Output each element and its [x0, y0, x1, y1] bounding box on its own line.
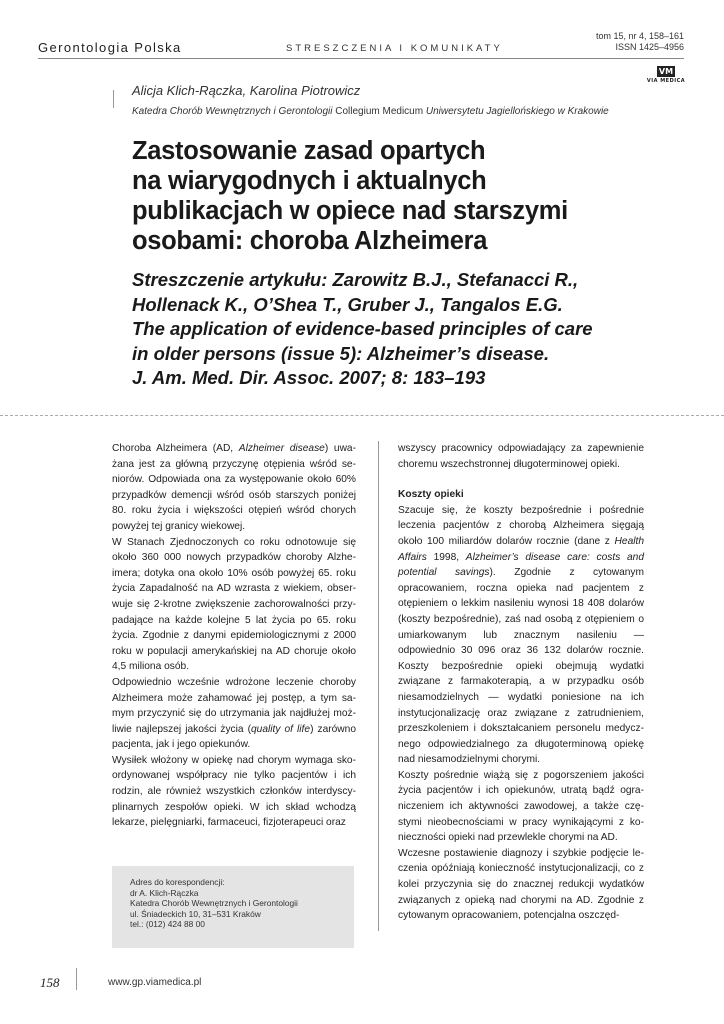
subtitle-line: Streszczenie artykułu: Zarowitz B.J., Stefanacci R., [132, 269, 579, 290]
address-dept: Katedra Chorób Wewnętrznych i Gerontologii [130, 898, 298, 909]
volume-issue: tom 15, nr 4, 158–161 [595, 31, 684, 41]
volume-info [564, 31, 684, 53]
subtitle-line: J. Am. Med. Dir. Assoc. 2007; 8: 183–193 [132, 367, 486, 388]
body-column-left [112, 441, 356, 831]
subtitle-line: The application of evidence-based principles of care [132, 318, 593, 339]
emphasis: Alzheimer disease [238, 443, 325, 454]
paragraph [112, 441, 356, 535]
text-run: ). Zgodnie z cytowanym opracowaniem, roczna opieka nad pacjentem z otępieniem o lekkim nasileniu wynosi 18 408 dolarów (koszty bezpośrednie), zaś nad osobą z otępieniem o umiarkowanym lub znacznym nasileniu — odpowiednio 30 096 oraz 36 132 dolarów rocznie. Koszty bezpośrednie opieki obejmują wydatki związane z farmakoterapią, a w przypadku osób niesamodzielnych — wydatki poniesione na ich instytucjonalizację oraz związane z zatrudnieniem, przeszkoleniem i dokształcaniem personelu medycznego odpowiedzialnego za długoterminową opiekę nad niesamodzielnymi chorymi. [398, 567, 645, 766]
section-label: STRESZCZENIA I KOMUNIKATY [286, 43, 503, 54]
paragraph: wszyscy pracownicy odpowiadający za zapewnienie choremu wszechstronnej długoterminowej opieki. [398, 443, 644, 470]
paragraph: Wysiłek włożony w opiekę nad chorym wymaga skoordynowanej współpracy nie tylko pacjentów i ich rodzin, ale również wszystkich członków interdyscyplinarnych zespołów opieki. W ich skład wchodzą lekarze, pielęgniarki, farmaceuci, fizjoterapeuci oraz [112, 754, 356, 829]
subtitle-line: Hollenack K., O’Shea T., Gruber J., Tangalos E.G. [132, 293, 563, 315]
text-run: Choroba Alzheimera (AD, [112, 443, 239, 454]
affiliation [132, 106, 609, 117]
text-run: Szacuje się, że koszty bezpośrednie i pośrednie leczenia pacjentów z chorobą Alzheimera sięgają około 100 miliardów dolarów rocznie (dane z [398, 504, 644, 547]
logo-text: VIA MEDICA [646, 78, 686, 84]
author-rule [113, 90, 114, 108]
journal-url[interactable]: www.gp.viamedica.pl [108, 977, 202, 988]
paragraph [398, 503, 644, 768]
subtitle-line: in older persons (issue 5): Alzheimer’s disease. [132, 342, 550, 364]
correspondence-address [130, 877, 298, 930]
footer-rule [76, 968, 77, 990]
paragraph: Wczesne postawienie diagnozy i szybkie podjęcie leczenia opóźniają konieczność instytucjonalizacji, co z kolei przyczynia się do znacznej redukcji wydatków związanych z opieką nad chorymi na AD. Zgodnie z cytowanym opracowaniem, potencjalna oszczęd- [398, 847, 644, 922]
address-name: dr A. Klich-Rączka [130, 887, 199, 898]
paragraph: Koszty pośrednie wiążą się z pogorszeniem jakości życia pacjentów i ich opiekunów, utratą bądź ograniczeniem ich aktywności zawodowej, a także częstymi nieobecnościami w pracy wynikającymi z konieczności opieki nad przewlekle chorymi na AD. [398, 769, 644, 844]
title-line: Zastosowanie zasad opartych [132, 137, 486, 165]
emphasis: Alzheimer’s disease care: costs and potential savings [398, 551, 645, 579]
logo-mark: VM [658, 67, 674, 76]
title-line: publikacjach w opiece nad starszymi [132, 197, 568, 225]
article-subtitle [132, 268, 692, 391]
emphasis: quality of life [251, 723, 311, 735]
page-number: 158 [40, 975, 60, 990]
address-label: Adres do korespondencji: [130, 877, 225, 887]
article-title [132, 136, 692, 256]
address-street: ul. Śniadeckich 10, 31–531 Kraków [130, 908, 261, 919]
emphasis: Health Affairs [398, 535, 644, 563]
authors: Alicja Klich-Rączka, Karolina Piotrowicz [132, 83, 361, 98]
address-tel: tel.: (012) 424 88 00 [130, 919, 205, 930]
body-column-right [398, 441, 644, 924]
affiliation-college: Collegium Medicum [335, 106, 424, 117]
affiliation-dept: Katedra Chorób Wewnętrznych i Gerontologii [132, 106, 333, 117]
text-run: ) zarówno pacjenta, jak i jego opiekunów. [112, 723, 356, 751]
header-rule [38, 58, 684, 59]
issn: ISSN 1425–4956 [615, 42, 684, 52]
text-run: ) uważana jest za główną przyczynę otępienia wśród seniorów. Odpowiada ona za występowanie około 60% przypadków demencji wśród osób starszych poniżej 80. roku życia i większości otępień wśród chorych powyżej tej granicy wiekowej. [112, 443, 356, 532]
publisher-logo [646, 66, 686, 86]
section-divider [0, 415, 724, 416]
paragraph: W Stanach Zjednoczonych co roku odnotowuje się około 360 000 nowych przypadków choroby Alzheimera; dotyka ona około 10% osób powyżej 65. roku życia Zapadalność na AD wzrasta z wiekiem, obserwuje się 2-krotne zwiększenie zachorowalności przypadające na każde kolejne 5 lat życia po 65. roku życia. Zgodnie z danymi epidemiologicznymi z 2000 roku w populacji amerykańskiej na AD choruje około 4,5 miliona osób. [112, 536, 356, 673]
journal-name: Gerontologia Polska [38, 40, 182, 55]
text-run: Odpowiednio wcześnie wdrożone leczenie choroby Alzheimera może zahamować jej postęp, a tym samym przyczynić się do utrzymania jak najdłużej możliwie najlepszej jakości życia ( [112, 676, 356, 735]
text-run: 1998, [426, 551, 466, 563]
affiliation-university: Uniwersytetu Jagiellońskiego w Krakowie [425, 106, 609, 117]
column-rule [378, 441, 379, 931]
title-line: na wiarygodnych i aktualnych [132, 167, 487, 195]
title-line: osobami: choroba Alzheimera [132, 227, 488, 255]
paragraph [112, 675, 356, 753]
section-heading: Koszty opieki [398, 489, 464, 501]
